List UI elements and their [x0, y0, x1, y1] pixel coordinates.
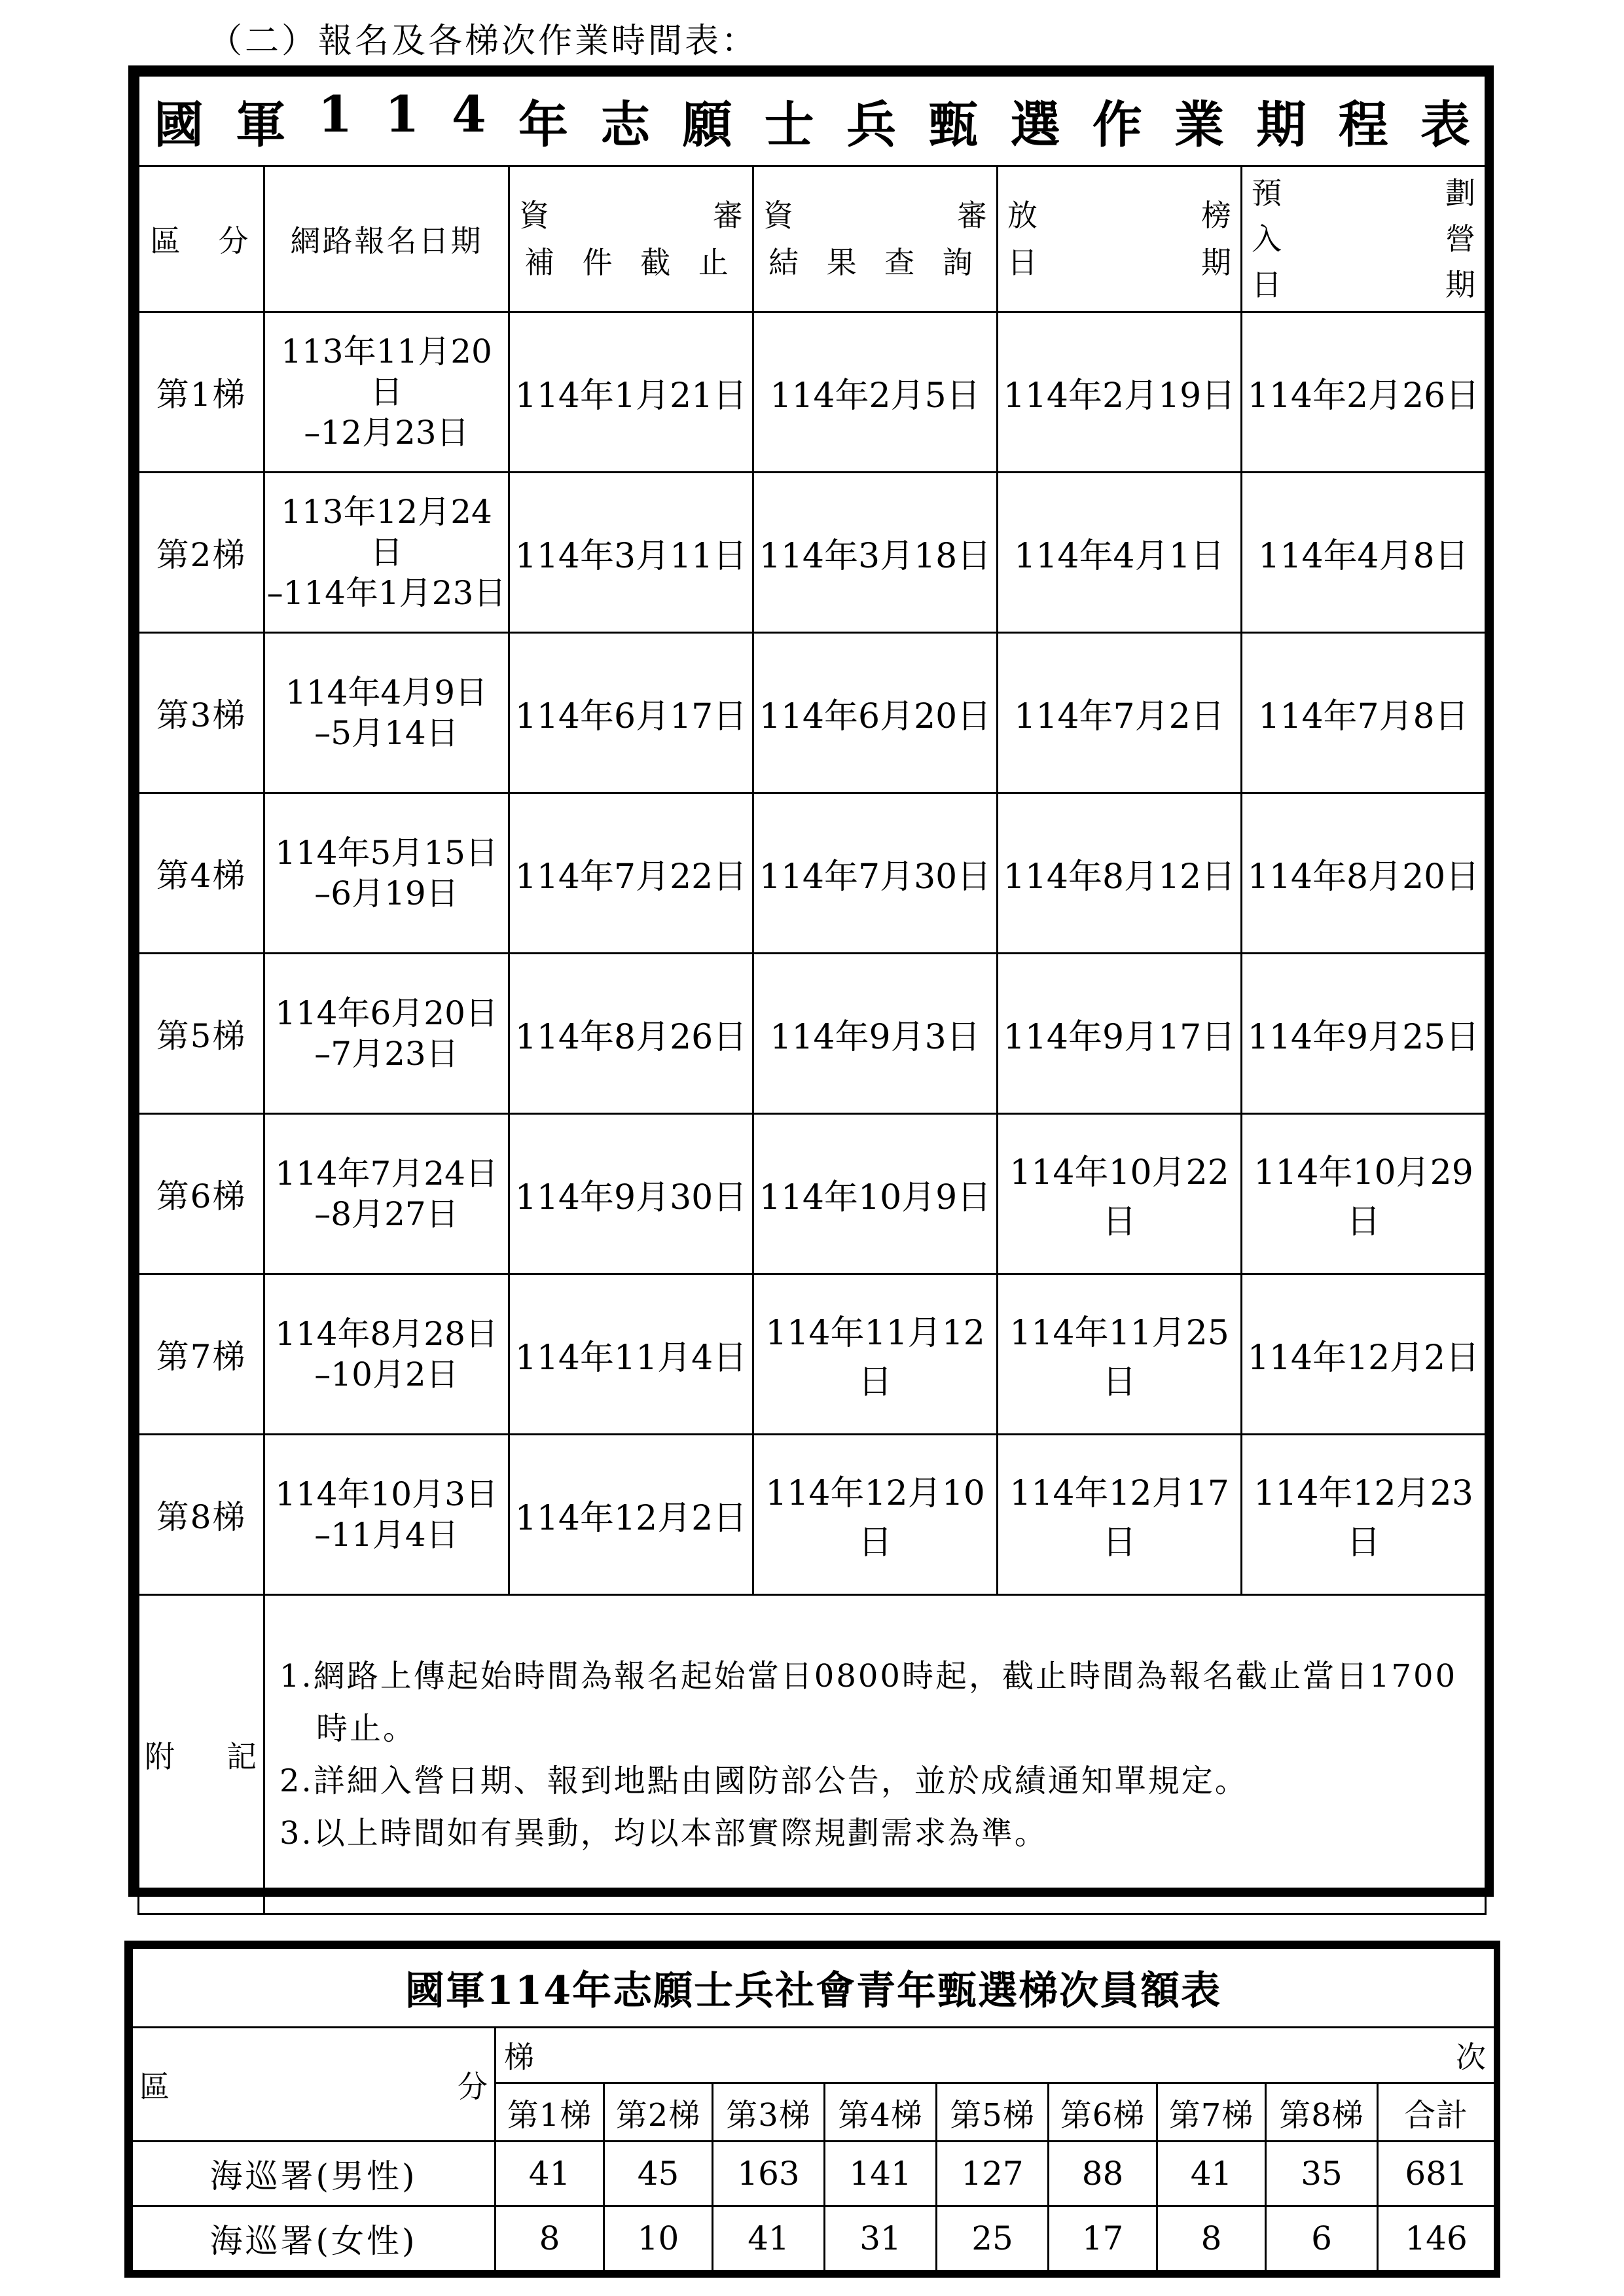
announcement-cell: 114年11月25日 — [998, 1274, 1242, 1435]
result-query-cell: 114年7月30日 — [753, 793, 998, 954]
quota-row — [132, 2142, 1495, 2206]
quota-value-cell: 141 — [825, 2142, 937, 2206]
notes-label-right: 記 — [226, 1738, 257, 1774]
quota-row-name: 海巡署(男性) — [132, 2142, 496, 2206]
registration-end: –12月23日 — [304, 414, 469, 452]
registration-start: 114年4月9日 — [285, 673, 488, 711]
quota-value-cell: 17 — [1049, 2206, 1157, 2271]
quota-column-header: 第3梯 — [713, 2083, 825, 2142]
doc-deadline-cell: 114年12月2日 — [509, 1435, 753, 1595]
title-char: 兵 — [846, 96, 897, 154]
quota-value-cell: 45 — [604, 2142, 713, 2206]
schedule-row — [139, 473, 1486, 633]
quota-column-header: 第5梯 — [937, 2083, 1049, 2142]
batch-label: 第8梯 — [139, 1435, 264, 1595]
doc-deadline-cell: 114年11月4日 — [509, 1274, 753, 1435]
announcement-cell: 114年9月17日 — [998, 954, 1242, 1114]
registration-end: –6月19日 — [314, 874, 459, 912]
quota-category-header — [132, 2028, 496, 2142]
announcement-cell: 114年8月12日 — [998, 793, 1242, 954]
quota-column-header: 第7梯 — [1157, 2083, 1266, 2142]
title-char: 1 — [317, 85, 353, 143]
batch-label: 第4梯 — [139, 793, 264, 954]
title-char: 作 — [1092, 96, 1142, 154]
quota-value-cell: 41 — [1157, 2142, 1266, 2206]
quota-table — [131, 1947, 1496, 2272]
notes-label — [139, 1595, 264, 1914]
title-char: 軍 — [236, 96, 286, 154]
schedule-row — [139, 1274, 1486, 1435]
quota-title: 國軍114年志願士兵社會青年甄選梯次員額表 — [132, 1948, 1495, 2028]
result-query-cell: 114年6月20日 — [753, 633, 998, 793]
doc-deadline-cell: 114年1月21日 — [509, 312, 753, 473]
announcement-cell: 114年4月1日 — [998, 473, 1242, 633]
registration-end: –114年1月23日 — [266, 574, 507, 612]
registration-start: 113年11月20日 — [281, 332, 492, 411]
header-registration: 網路報名日期 — [264, 166, 509, 312]
title-char: 願 — [682, 96, 732, 154]
result-query-cell: 114年2月5日 — [753, 312, 998, 473]
note-item: 3.以上時間如有異動，均以本部實際規劃需求為準。 — [280, 1814, 1048, 1852]
doc-deadline-cell: 114年8月26日 — [509, 954, 753, 1114]
quota-value-cell: 681 — [1378, 2142, 1495, 2206]
notes-label-left: 附 — [145, 1738, 175, 1774]
schedule-row — [139, 633, 1486, 793]
doc-deadline-cell: 114年3月11日 — [509, 473, 753, 633]
header-doc-review-l1b: 審 — [713, 198, 743, 233]
schedule-row — [139, 954, 1486, 1114]
schedule-row — [139, 1114, 1486, 1274]
announcement-cell: 114年12月17日 — [998, 1435, 1242, 1595]
quota-row — [132, 2206, 1495, 2271]
registration-start: 114年10月3日 — [275, 1475, 498, 1513]
header-announcement — [998, 166, 1242, 312]
batch-label: 第6梯 — [139, 1114, 264, 1274]
title-char: 國 — [154, 96, 204, 154]
header-enlistment-l2b: 營 — [1445, 221, 1476, 257]
quota-span-left: 梯 — [504, 2039, 534, 2075]
enlistment-cell: 114年10月29日 — [1242, 1114, 1486, 1274]
title-char: 志 — [600, 96, 651, 154]
schedule-table — [137, 75, 1487, 1915]
quota-span-right: 次 — [1456, 2039, 1487, 2075]
quota-column-header: 第4梯 — [825, 2083, 937, 2142]
registration-range — [264, 954, 509, 1114]
title-char: 期 — [1256, 96, 1307, 154]
schedule-row — [139, 312, 1486, 473]
result-query-cell: 114年3月18日 — [753, 473, 998, 633]
result-query-cell: 114年10月9日 — [753, 1114, 998, 1274]
header-announcement-l1a: 放 — [1007, 198, 1038, 233]
quota-body — [132, 2142, 1495, 2271]
quota-value-cell: 10 — [604, 2206, 713, 2271]
batch-label: 第3梯 — [139, 633, 264, 793]
header-announcement-l2a: 日 — [1007, 245, 1038, 280]
title-char: 士 — [764, 96, 814, 154]
batch-label: 第5梯 — [139, 954, 264, 1114]
header-enlistment-l1b: 劃 — [1445, 175, 1476, 211]
doc-deadline-cell: 114年9月30日 — [509, 1114, 753, 1274]
title-char: 業 — [1174, 96, 1225, 154]
registration-start: 113年12月24日 — [281, 493, 492, 571]
quota-value-cell: 88 — [1049, 2142, 1157, 2206]
header-review-result-l2: 結 果 查 詢 — [768, 245, 982, 280]
quota-value-cell: 41 — [713, 2206, 825, 2271]
announcement-cell: 114年2月19日 — [998, 312, 1242, 473]
note-item: 1.網路上傳起始時間為報名起始當日0800時起，截止時間為報名截止當日1700時止。 — [280, 1657, 1458, 1747]
quota-column-header: 第8梯 — [1266, 2083, 1378, 2142]
registration-range — [264, 1274, 509, 1435]
quota-column-header: 第1梯 — [496, 2083, 604, 2142]
registration-range — [264, 473, 509, 633]
header-enlistment-l3a: 日 — [1252, 267, 1282, 302]
quota-column-header: 第2梯 — [604, 2083, 713, 2142]
header-announcement-l1b: 榜 — [1201, 198, 1231, 233]
doc-deadline-cell: 114年7月22日 — [509, 793, 753, 954]
quota-column-header: 合計 — [1378, 2083, 1495, 2142]
quota-value-cell: 41 — [496, 2142, 604, 2206]
registration-start: 114年5月15日 — [275, 834, 498, 872]
schedule-row — [139, 793, 1486, 954]
schedule-body — [139, 312, 1486, 1595]
registration-range — [264, 633, 509, 793]
registration-range — [264, 1114, 509, 1274]
registration-end: –5月14日 — [314, 714, 459, 752]
header-category: 區 分 — [139, 166, 264, 312]
header-doc-review — [509, 166, 753, 312]
schedule-table-frame — [128, 65, 1494, 1897]
quota-table-frame — [124, 1941, 1500, 2278]
title-char: 表 — [1420, 96, 1470, 154]
quota-value-cell: 6 — [1266, 2206, 1378, 2271]
doc-deadline-cell: 114年6月17日 — [509, 633, 753, 793]
result-query-cell: 114年11月12日 — [753, 1274, 998, 1435]
enlistment-cell: 114年9月25日 — [1242, 954, 1486, 1114]
quota-value-cell: 25 — [937, 2206, 1049, 2271]
enlistment-cell: 114年4月8日 — [1242, 473, 1486, 633]
quota-value-cell: 8 — [1157, 2206, 1266, 2271]
header-enlistment-l3b: 期 — [1445, 267, 1476, 302]
title-char: 程 — [1338, 96, 1388, 154]
registration-end: –11月4日 — [314, 1516, 459, 1554]
enlistment-cell: 114年2月26日 — [1242, 312, 1486, 473]
schedule-title-text — [139, 85, 1485, 156]
header-enlistment-l2a: 入 — [1252, 221, 1282, 257]
quota-value-cell: 146 — [1378, 2206, 1495, 2271]
registration-end: –8月27日 — [314, 1195, 459, 1233]
quota-category-left: 區 — [139, 2068, 170, 2104]
section-heading: （二）報名及各梯次作業時間表： — [208, 22, 759, 61]
note-item: 2.詳細入營日期、報到地點由國防部公告，並於成績通知單規定。 — [280, 1762, 1248, 1799]
quota-row-name: 海巡署(女性) — [132, 2206, 496, 2271]
quota-column-header: 第6梯 — [1049, 2083, 1157, 2142]
title-char: 選 — [1010, 96, 1060, 154]
title-char: 甄 — [928, 96, 979, 154]
header-doc-review-l1a: 資 — [519, 198, 549, 233]
schedule-row — [139, 1435, 1486, 1595]
header-review-result-l1a: 資 — [763, 198, 793, 233]
quota-value-cell: 8 — [496, 2206, 604, 2271]
header-announcement-l2b: 期 — [1201, 245, 1231, 280]
registration-start: 114年8月28日 — [275, 1315, 498, 1353]
registration-end: –7月23日 — [314, 1035, 459, 1073]
enlistment-cell: 114年8月20日 — [1242, 793, 1486, 954]
quota-category-right: 分 — [458, 2068, 488, 2104]
enlistment-cell: 114年12月23日 — [1242, 1435, 1486, 1595]
registration-range — [264, 793, 509, 954]
quota-value-cell: 31 — [825, 2206, 937, 2271]
quota-batch-header — [496, 2028, 1495, 2083]
header-enlistment-l1a: 預 — [1252, 175, 1282, 211]
quota-value-cell: 127 — [937, 2142, 1049, 2206]
result-query-cell: 114年9月3日 — [753, 954, 998, 1114]
title-char: 年 — [518, 96, 568, 154]
enlistment-cell: 114年12月2日 — [1242, 1274, 1486, 1435]
quota-value-cell: 35 — [1266, 2142, 1378, 2206]
registration-range — [264, 1435, 509, 1595]
announcement-cell: 114年10月22日 — [998, 1114, 1242, 1274]
title-char: 4 — [451, 85, 486, 143]
announcement-cell: 114年7月2日 — [998, 633, 1242, 793]
header-review-result — [753, 166, 998, 312]
registration-end: –10月2日 — [314, 1355, 459, 1393]
header-review-result-l1b: 審 — [957, 198, 987, 233]
registration-start: 114年7月24日 — [275, 1155, 498, 1193]
result-query-cell: 114年12月10日 — [753, 1435, 998, 1595]
batch-label: 第2梯 — [139, 473, 264, 633]
registration-start: 114年6月20日 — [275, 994, 498, 1032]
schedule-title — [139, 76, 1486, 166]
title-char: 1 — [384, 85, 420, 143]
notes-content — [264, 1595, 1486, 1914]
header-doc-review-l2: 補 件 截 止 — [524, 245, 738, 280]
batch-label: 第7梯 — [139, 1274, 264, 1435]
header-enlistment — [1242, 166, 1486, 312]
registration-range — [264, 312, 509, 473]
enlistment-cell: 114年7月8日 — [1242, 633, 1486, 793]
quota-value-cell: 163 — [713, 2142, 825, 2206]
batch-label: 第1梯 — [139, 312, 264, 473]
